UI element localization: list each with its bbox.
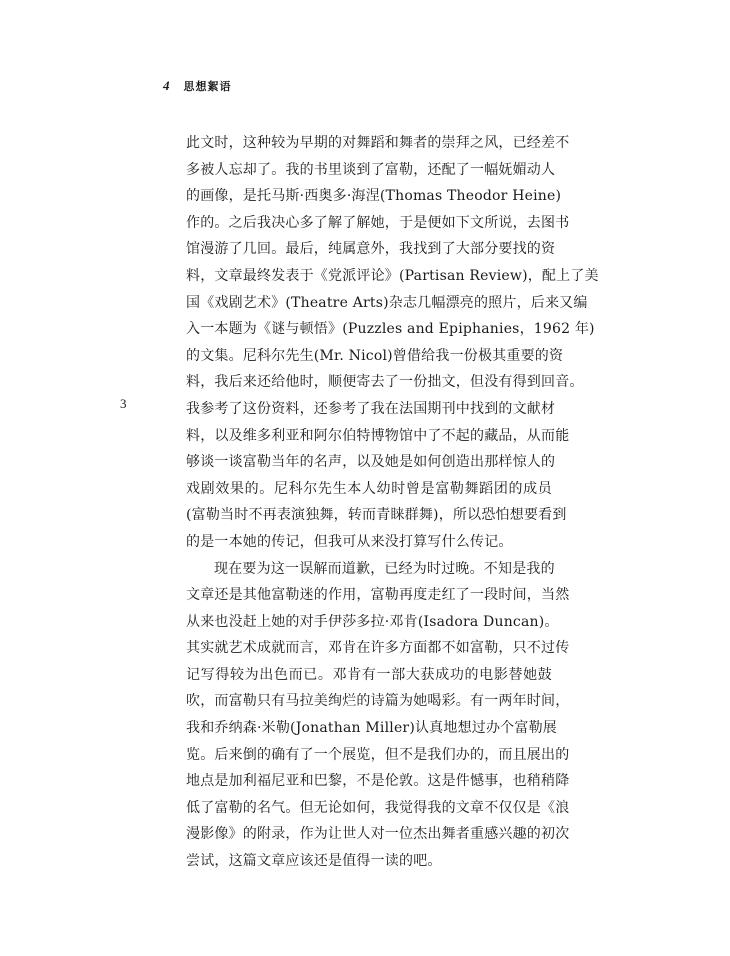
text-line: 够谈一谈富勒当年的名声，以及她是如何创造出那样惊人的 [186,454,556,471]
text-line: 国《戏剧艺术》(Theatre Arts)杂志几幅漂亮的照片，后来又编 [186,294,588,311]
text-line: 尝试，这篇文章应该还是值得一读的吧。 [186,853,442,870]
text-line: 戏剧效果的。尼科尔先生本人幼时曾是富勒舞蹈团的成员 [186,480,552,497]
text-line: 入一本题为《谜与顿悟》(Puzzles and Epiphanies，1962 年) [186,321,595,338]
text-line: 我参考了这份资料，还参考了我在法国期刊中找到的文献材 [186,400,556,417]
text-line: 作的。之后我决心多了解了解她，于是便如下文所说，去图书 [186,214,570,231]
text-line: 多被人忘却了。我的书里谈到了富勒，还配了一幅妩媚动人 [186,161,556,178]
margin-page-reference: 3 [120,396,127,411]
text-line: 馆漫游了几回。最后，纯属意外，我找到了大部分要找的资 [186,241,556,258]
text-line: (富勒当时不再表演独舞，转而青睐群舞)，所以恐怕想要看到 [186,507,567,524]
text-line: 漫影像》的附录，作为让世人对一位杰出舞者重感兴趣的初次 [186,826,570,843]
text-line: 文章还是其他富勒迷的作用，富勒再度走红了一段时间，当然 [186,587,570,604]
text-line: 低了富勒的名气。但无论如何，我觉得我的文章不仅仅是《浪 [186,799,570,816]
text-line: 料，以及维多利亚和阿尔伯特博物馆中了不起的藏品，从而能 [186,427,570,444]
text-line: 此文时，这种较为早期的对舞蹈和舞者的崇拜之风，已经差不 [186,135,570,151]
text-line: 地点是加利福尼亚和巴黎，不是伦敦。这是件憾事，也稍稍降 [186,773,570,790]
text-line: 料，我后来还给他时，顺便寄去了一份拙文，但没有得到回音。 [186,374,584,391]
running-head [163,78,232,94]
text-line: 料，文章最终发表于《党派评论》(Partisan Review)，配上了美 [186,267,599,284]
text-line: 我和乔纳森·米勒(Jonathan Miller)认真地想过办个富勒展 [186,720,557,737]
text-line: 现在要为这一误解而道歉，已经为时过晚。不知是我的 [214,560,555,577]
text-line: 从来也没赶上她的对手伊莎多拉·邓肯(Isadora Duncan)。 [186,613,559,630]
book-title: 思想絮语 [183,80,232,93]
text-line: 的文集。尼科尔先生(Mr. Nicol)曾借给我一份极其重要的资 [186,347,564,364]
page-number: 4 [163,78,170,93]
text-line: 吹，而富勒只有马拉美绚烂的诗篇为她喝彩。有一两年时间， [186,693,570,710]
text-line: 的画像，是托马斯·西奥多·海涅(Thomas Theodor Heine) [186,188,562,205]
text-line: 其实就艺术成就而言，邓肯在许多方面都不如富勒，只不过传 [186,640,570,657]
text-line: 的是一本她的传记，但我可从来没打算写什么传记。 [186,533,513,550]
text-line: 记写得较为出色而已。邓肯有一部大获成功的电影替她鼓 [186,666,552,683]
body-text [186,130,599,875]
text-line: 览。后来倒的确有了一个展览，但不是我们办的，而且展出的 [186,746,570,763]
